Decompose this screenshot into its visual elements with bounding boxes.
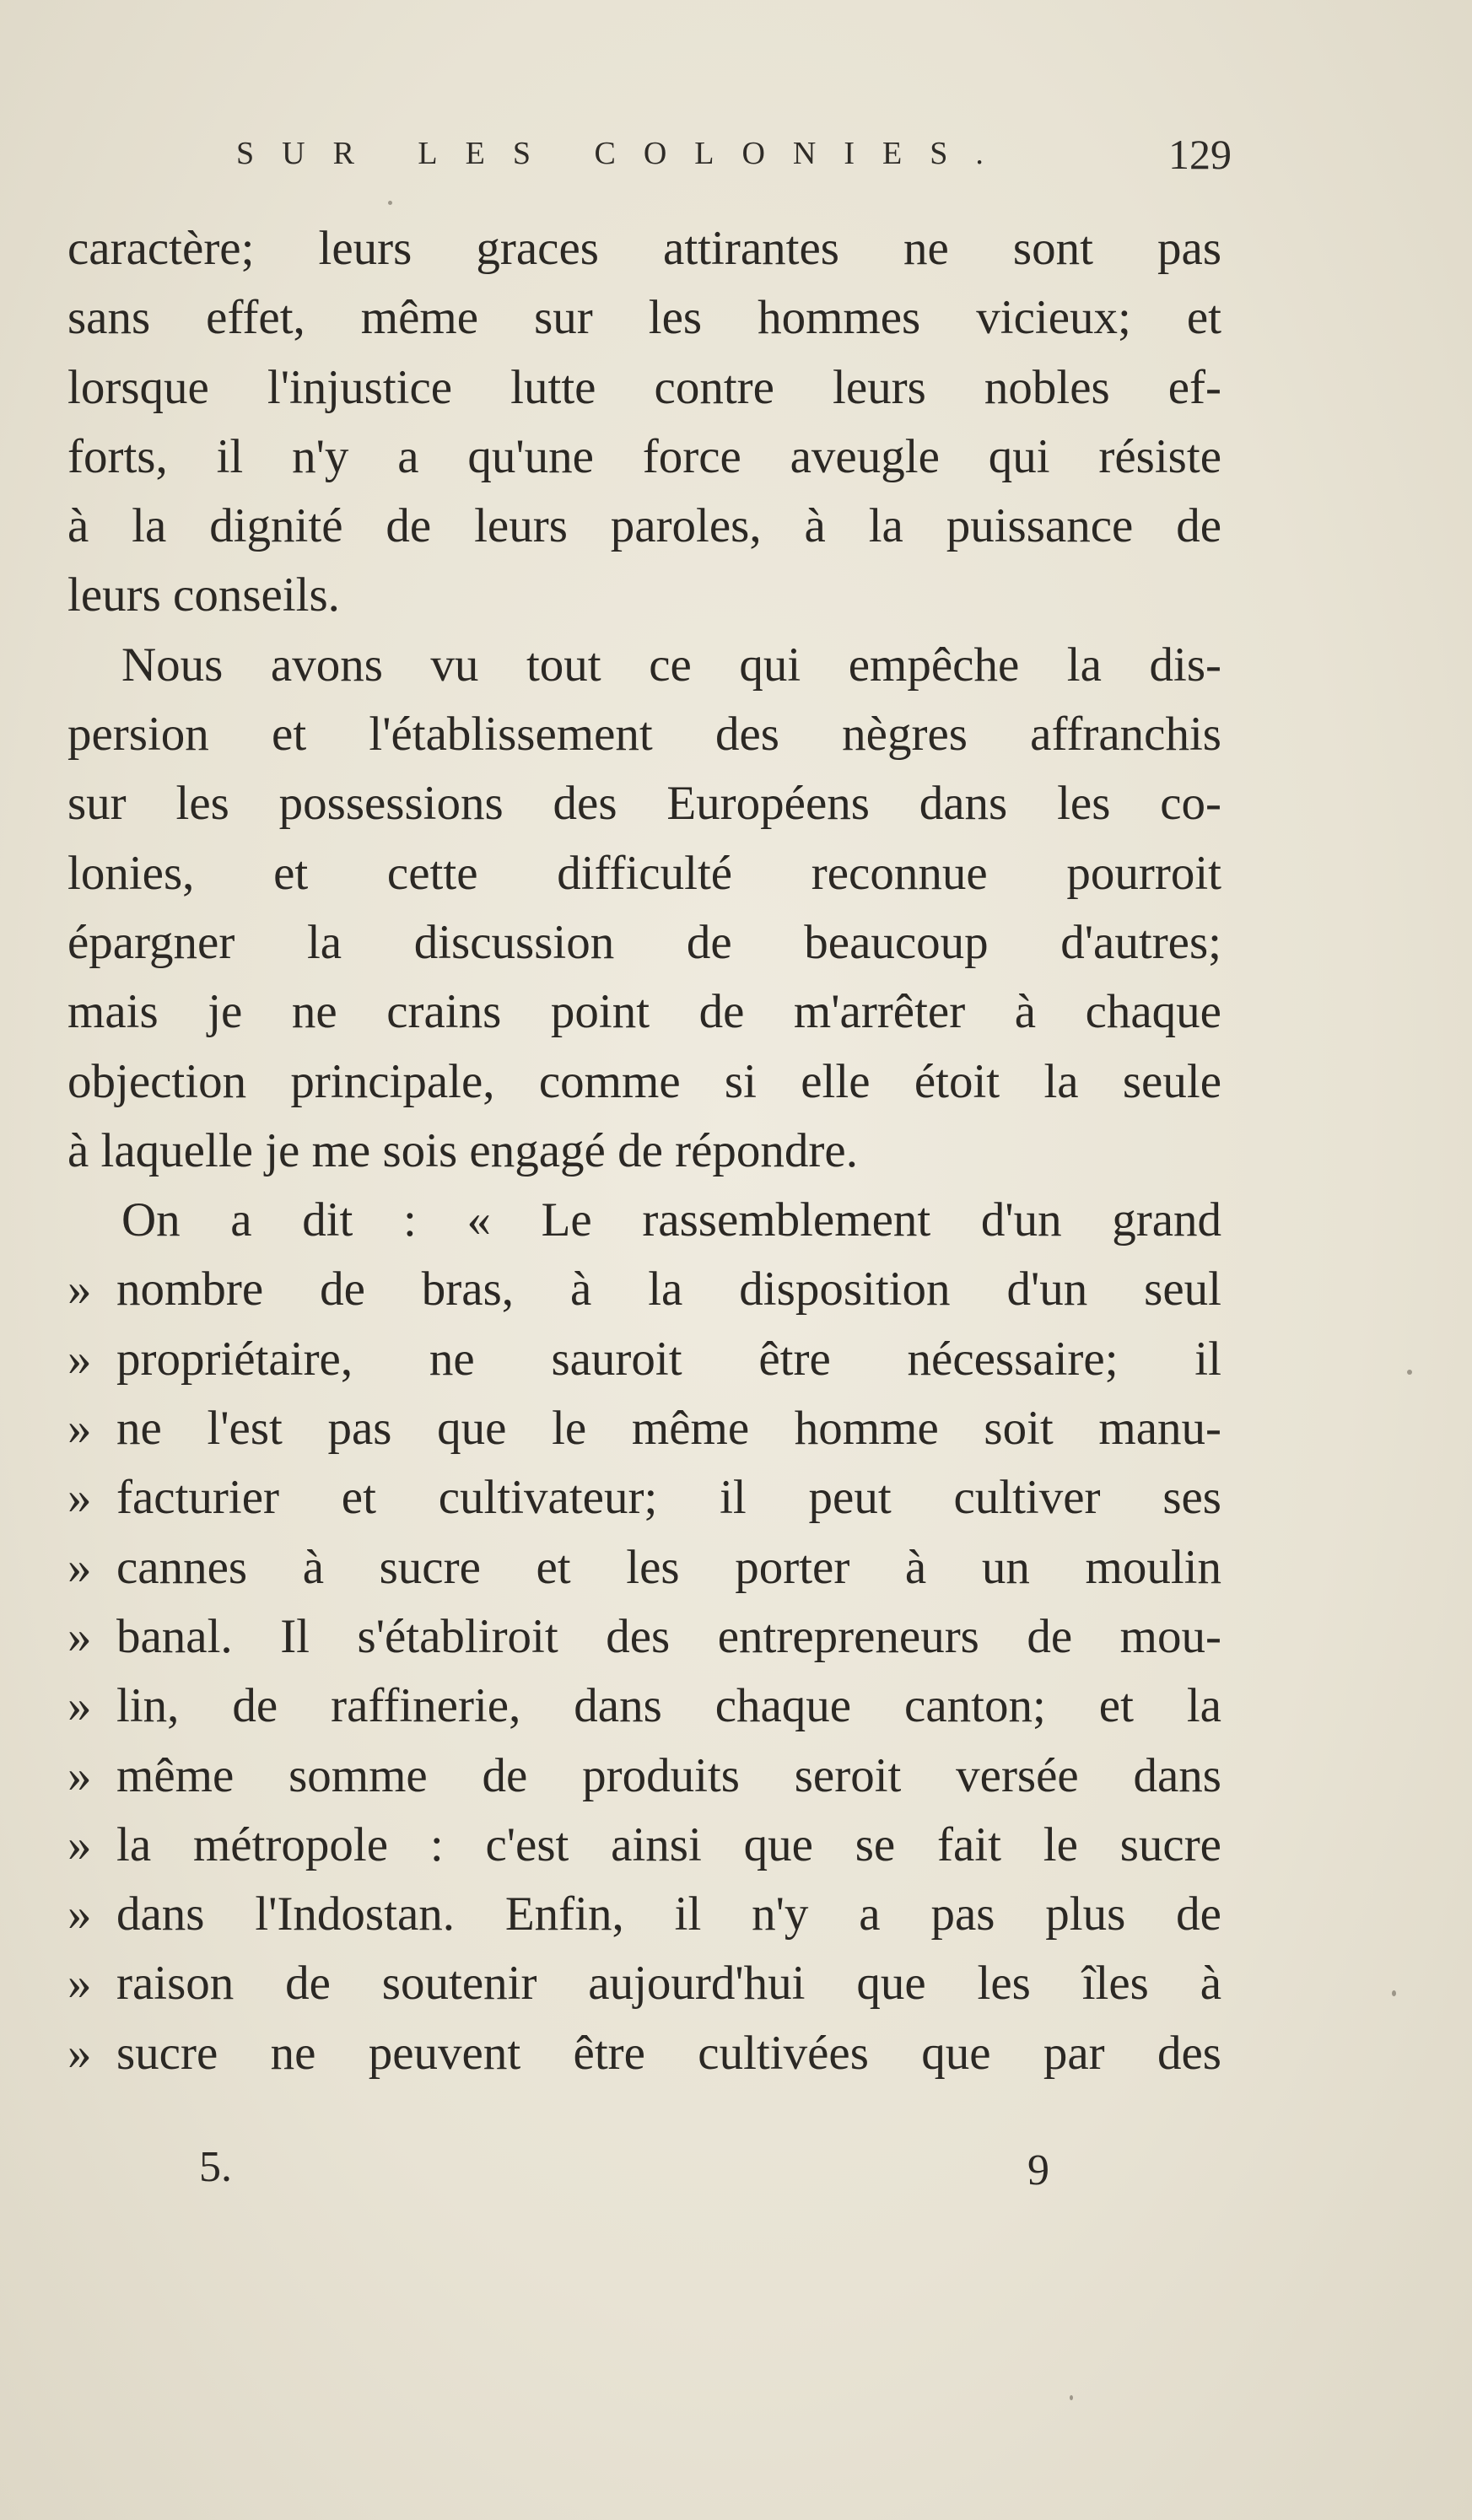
paper-speck [1407, 1370, 1412, 1375]
quote-mark: » [67, 1263, 92, 1317]
page-footer [0, 2134, 1472, 2210]
paper-speck [1392, 1990, 1396, 1996]
text-line: ne l'est pas que le même homme soit manu- [116, 1402, 1221, 1456]
quote-mark: » [67, 1957, 92, 2011]
quote-mark: » [67, 1540, 92, 1594]
text-line: caractère; leurs graces attirantes ne sont pas [67, 222, 1221, 275]
text-line: facturier et cultivateur; il peut cultiver ses [116, 1471, 1221, 1525]
quote-mark: » [67, 1609, 92, 1663]
quote-line [67, 1463, 1221, 1532]
quote-mark: » [67, 1679, 92, 1733]
text-line: Nous avons vu tout ce qui empêche la dis- [121, 638, 1221, 692]
quote-mark: » [67, 1402, 92, 1456]
text-line: cannes à sucre et les porter à un moulin [116, 1540, 1221, 1594]
text-line: nombre de bras, à la disposition d'un seul [116, 1263, 1221, 1317]
text-line: sans effet, même sur les hommes vicieux; et [67, 291, 1221, 345]
text-line: persion et l'établissement des nègres affranchis [67, 708, 1221, 762]
quote-line [67, 1255, 1221, 1324]
quote-line [67, 1742, 1221, 1811]
text-line: banal. Il s'établiroit des entrepreneurs de mou- [116, 1609, 1221, 1663]
text-line: objection principale, comme si elle étoit la seule [67, 1054, 1221, 1108]
text-line: On a dit : « Le rassemblement d'un grand [121, 1193, 1221, 1247]
text-line: lin, de raffinerie, dans chaque canton; et la [116, 1679, 1221, 1733]
text-line: à la dignité de leurs paroles, à la puissance de [67, 499, 1221, 553]
page-number: 129 [1168, 131, 1232, 178]
paper-speck [1070, 2395, 1073, 2400]
text-line: propriétaire, ne sauroit être nécessaire; il [116, 1332, 1221, 1386]
quote-line [67, 1672, 1221, 1741]
text-line: sur les possessions des Européens dans les co- [67, 777, 1221, 831]
quote-mark: » [67, 1471, 92, 1525]
page-header [236, 127, 1232, 194]
text-line: sucre ne peuvent être cultivées que par des [116, 2026, 1221, 2080]
quote-mark: » [67, 1887, 92, 1941]
text-line: raison de soutenir aujourd'hui que les îles à [116, 1957, 1221, 2011]
quote-line [67, 1394, 1221, 1463]
text-line: épargner la discussion de beaucoup d'autres; [67, 915, 1221, 969]
gathering-number: 9 [1027, 2146, 1049, 2194]
text-line: lonies, et cette difficulté reconnue pourroit [67, 846, 1221, 900]
quote-mark: » [67, 1332, 92, 1386]
quote-mark: » [67, 2026, 92, 2080]
quote-mark: » [67, 1748, 92, 1802]
quote-line [67, 2019, 1221, 2088]
quote-line [67, 1949, 1221, 2018]
text-line: dans l'Indostan. Enfin, il n'y a pas plus de [116, 1887, 1221, 1941]
running-head: SUR LES COLONIES. [236, 136, 1011, 171]
text-line: lorsque l'injustice lutte contre leurs nobles ef- [67, 360, 1221, 414]
quote-line [67, 1811, 1221, 1880]
paper-speck [388, 201, 392, 205]
text-line: même somme de produits seroit versée dans [116, 1748, 1221, 1802]
text-line: forts, il n'y a qu'une force aveugle qui résiste [67, 429, 1221, 483]
quote-line [67, 1533, 1221, 1602]
quote-line [67, 1602, 1221, 1672]
quote-mark: » [67, 1817, 92, 1871]
quote-line [67, 1325, 1221, 1394]
body-text [67, 214, 1221, 2088]
signature-mark: 5. [199, 2143, 232, 2191]
text-line: mais je ne crains point de m'arrêter à chaque [67, 985, 1221, 1039]
text-line: à laquelle je me sois engagé de répondre. [67, 1123, 858, 1177]
quote-line [67, 1880, 1221, 1949]
text-line: leurs conseils. [67, 568, 340, 622]
text-line: la métropole : c'est ainsi que se fait le sucre [116, 1817, 1221, 1871]
